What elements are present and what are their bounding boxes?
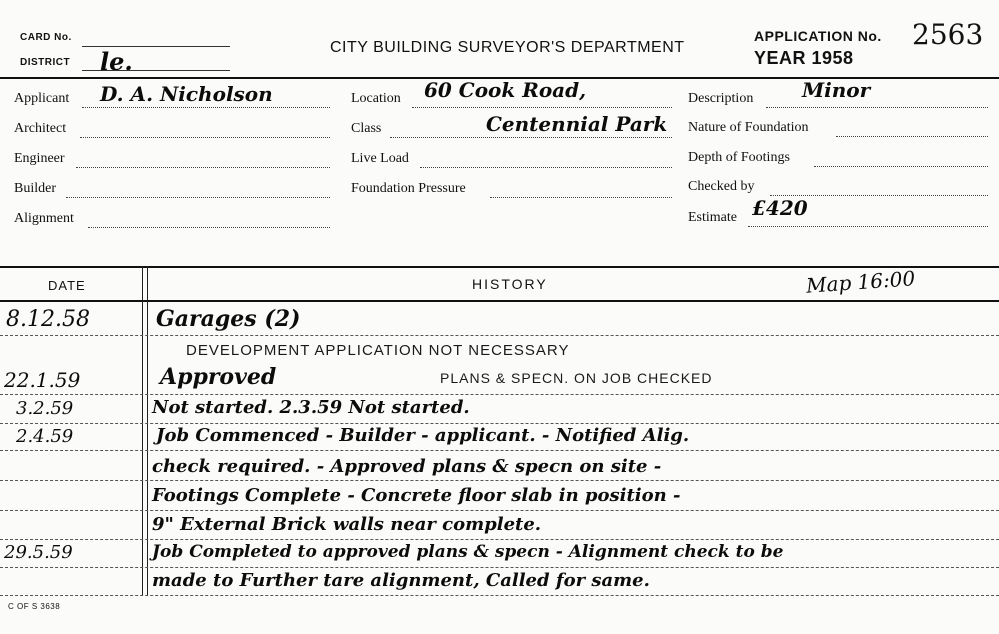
depth-dots [814,166,988,167]
nature-of-foundation-label: Nature of Foundation [688,120,809,135]
class-label: Class [351,121,382,136]
description-label: Description [688,91,754,106]
engineer-dots [76,167,330,168]
history-entry: Footings Complete - Concrete floor slab in position - [152,485,681,506]
location-value: 60 Cook Road, [424,78,587,102]
depth-of-footings-label: Depth of Footings [688,150,790,165]
year-label: YEAR 1958 [754,48,854,68]
location-dots [412,107,672,108]
class-dots [390,137,672,138]
builder-label: Builder [14,181,56,196]
history-date: 22.1.59 [4,368,81,392]
location-label: Location [351,91,401,106]
rule-line [0,567,999,568]
class-value: Centennial Park [486,112,668,136]
applicant-value: D. A. Nicholson [100,82,273,106]
history-entry: Job Commenced - Builder - applicant. - Notified Alig. [156,425,690,446]
alignment-label: Alignment [14,211,74,226]
architect-label: Architect [14,121,67,136]
engineer-label: Engineer [14,151,65,166]
district-underline [82,70,230,71]
history-date: 2.4.59 [16,426,74,447]
rule-line [0,335,999,336]
nature-dots [836,136,988,137]
history-top-border [0,266,999,268]
rule-line [0,394,999,395]
rule-line [0,480,999,481]
history-entry: Not started. 2.3.59 Not started. [152,397,470,418]
applicant-label: Applicant [14,91,70,106]
history-date: 3.2.59 [16,398,74,419]
application-no-value: 2563 [912,18,984,51]
history-date: 29.5.59 [4,542,73,563]
rule-line [0,423,999,424]
architect-dots [80,137,330,138]
estimate-dots [748,226,988,227]
date-column-divider-right [147,266,148,596]
alignment-dots [88,227,330,228]
plans-checked-stamp: PLANS & SPECN. ON JOB CHECKED [440,370,713,386]
district-value: le. [100,47,133,76]
checked-by-label: Checked by [688,179,755,194]
history-header-bottom-border [0,300,999,302]
rule-line [0,539,999,540]
history-entry: Garages (2) [156,306,301,332]
foundation-pressure-label: Foundation Pressure [351,181,466,196]
map-note: Map 16:00 [805,266,916,298]
development-stamp: DEVELOPMENT APPLICATION NOT NECESSARY [186,342,570,359]
date-column-header: DATE [48,278,86,293]
district-label: DISTRICT [20,57,71,68]
card-no-label: CARD No. [20,32,72,43]
foundation-pressure-dots [490,197,672,198]
description-value: Minor [802,78,871,102]
history-entry: made to Further tare alignment, Called for same. [152,570,650,591]
live-load-dots [420,167,672,168]
form-code: C OF S 3638 [8,602,61,611]
applicant-dots [82,107,330,108]
rule-line [0,450,999,451]
description-dots [766,107,988,108]
application-no-label: APPLICATION No. [754,28,882,44]
estimate-value: £420 [752,196,808,220]
builder-dots [66,197,330,198]
history-entry: Job Completed to approved plans & specn - Alignment check to be [152,542,784,562]
history-entry: 9" External Brick walls near complete. [152,514,542,535]
date-column-divider-left [142,266,143,596]
department-title: CITY BUILDING SURVEYOR'S DEPARTMENT [330,39,685,56]
history-entry: Approved [160,364,277,390]
history-column-header: HISTORY [472,276,548,292]
history-entry: check required. - Approved plans & specn on site - [152,456,662,477]
history-date: 8.12.58 [6,307,90,332]
live-load-label: Live Load [351,151,409,166]
rule-line [0,595,999,596]
rule-line [0,510,999,511]
estimate-label: Estimate [688,210,737,225]
